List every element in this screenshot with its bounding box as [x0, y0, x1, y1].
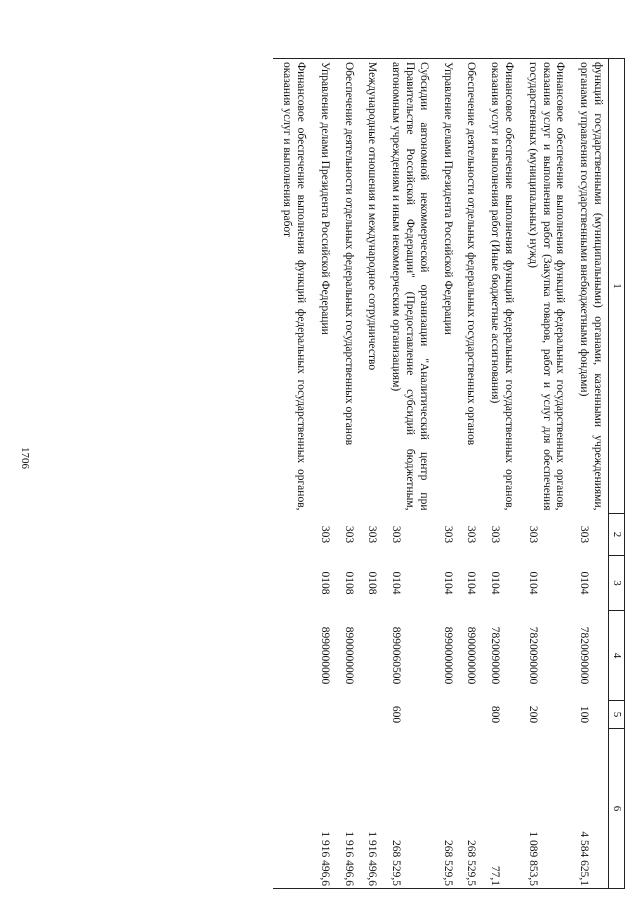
- row-value-cell: 0104: [489, 571, 502, 595]
- row-name-cell: Финансовое обеспечение выполнения функций федеральных государственных органов, оказания услуг и выполнения работ: [273, 59, 311, 514]
- row-name-cell: Финансовое обеспечение выполнения функций федеральных государственных органов, оказания услуг и выполнения работ (Иные бюджетные ассигнования): [481, 59, 519, 514]
- table-row: [311, 59, 335, 889]
- rotated-table-area: [70, 58, 625, 888]
- table-row: [519, 59, 570, 889]
- row-value-cell: 8990060500: [390, 626, 403, 685]
- row-value-cell: 303: [390, 525, 403, 544]
- row-name-cell: Обеспечение деятельности отдельных федеральных государственных органов: [335, 59, 359, 514]
- row-value-cell: 0104: [441, 571, 454, 595]
- budget-table: [273, 58, 625, 889]
- row-value-cell: 268 529,5: [434, 729, 458, 889]
- row-value-cell: [273, 729, 311, 889]
- column-header: 5: [609, 701, 625, 729]
- row-value-cell: [273, 701, 311, 729]
- row-value-cell: [359, 611, 383, 701]
- row-value-cell: 8900000000: [465, 626, 478, 685]
- table-row: [359, 59, 383, 889]
- column-header: 3: [609, 556, 625, 611]
- table-row: [273, 59, 311, 889]
- row-name-cell: Обеспечение деятельности отдельных федеральных государственных органов: [458, 59, 482, 514]
- row-value-cell: [273, 556, 311, 611]
- page-number: 1706: [19, 447, 31, 469]
- row-value-cell: [458, 701, 482, 729]
- row-value-cell: 7820090000: [578, 626, 591, 685]
- row-name-cell: Международные отношения и международное сотрудничество: [359, 59, 383, 514]
- row-value-cell: 303: [526, 525, 539, 544]
- row-value-cell: 8990000000: [318, 626, 331, 685]
- row-value-cell: 303: [578, 525, 591, 544]
- row-name-cell: Управление делами Президента Российской Федерации: [311, 59, 335, 514]
- table-row: [570, 59, 608, 889]
- row-value-cell: 268 529,5: [382, 729, 433, 889]
- row-name-cell: Субсидии автономной некоммерческой организации "Аналитический центр при Правительстве Российской Федерации" (Предоставление субсидий бюджетным, автономным учреждениям и иным некоммерческим организациям): [382, 59, 433, 514]
- row-value-cell: [434, 701, 458, 729]
- row-value-cell: 1 089 853,5: [519, 729, 570, 889]
- row-value-cell: 0108: [366, 571, 379, 595]
- row-value-cell: [359, 701, 383, 729]
- row-value-cell: [273, 514, 311, 556]
- row-value-cell: 77,1: [481, 729, 519, 889]
- row-value-cell: [311, 701, 335, 729]
- row-name-cell: Финансовое обеспечение выполнения функций федеральных государственных органов, оказания услуг и выполнения работ (Закупка товаров, работ и услуг для обеспечения государственных (муниципальных) нужд): [519, 59, 570, 514]
- column-header: 4: [609, 611, 625, 701]
- row-value-cell: 0104: [390, 571, 403, 595]
- row-value-cell: 0104: [578, 571, 591, 595]
- row-value-cell: 0108: [342, 571, 355, 595]
- row-value-cell: 100: [578, 705, 591, 724]
- row-value-cell: 303: [342, 525, 355, 544]
- row-value-cell: 303: [489, 525, 502, 544]
- row-value-cell: 200: [526, 705, 539, 724]
- row-value-cell: 0108: [318, 571, 331, 595]
- row-value-cell: 303: [441, 525, 454, 544]
- row-value-cell: 7820090000: [489, 626, 502, 685]
- row-value-cell: 8900000000: [342, 626, 355, 685]
- column-header: 1: [609, 59, 625, 514]
- row-value-cell: 800: [489, 705, 502, 724]
- row-value-cell: 600: [390, 705, 403, 724]
- row-name-cell: функций государственными (муниципальными) органами, казенными учреждениями, органами управления государственными внебюджетными фондами): [570, 59, 608, 514]
- row-value-cell: 1 916 496,6: [335, 729, 359, 889]
- row-value-cell: [273, 611, 311, 701]
- table-row: [382, 59, 433, 889]
- row-value-cell: 0104: [465, 571, 478, 595]
- header-row: [609, 59, 625, 889]
- column-header: 6: [609, 729, 625, 889]
- row-value-cell: 268 529,5: [458, 729, 482, 889]
- row-value-cell: 303: [318, 525, 331, 544]
- row-value-cell: 8990000000: [441, 626, 454, 685]
- row-value-cell: 1 916 496,6: [359, 729, 383, 889]
- row-value-cell: 7820090000: [526, 626, 539, 685]
- column-header: 2: [609, 514, 625, 556]
- table-row: [481, 59, 519, 889]
- row-value-cell: 303: [366, 525, 379, 544]
- row-value-cell: 4 584 625,1: [570, 729, 608, 889]
- row-value-cell: 0104: [526, 571, 539, 595]
- row-value-cell: [335, 701, 359, 729]
- row-name-cell: Управление делами Президента Российской Федерации: [434, 59, 458, 514]
- table-row: [335, 59, 359, 889]
- row-value-cell: 303: [465, 525, 478, 544]
- table-row: [458, 59, 482, 889]
- table-row: [434, 59, 458, 889]
- row-value-cell: 1 916 496,6: [311, 729, 335, 889]
